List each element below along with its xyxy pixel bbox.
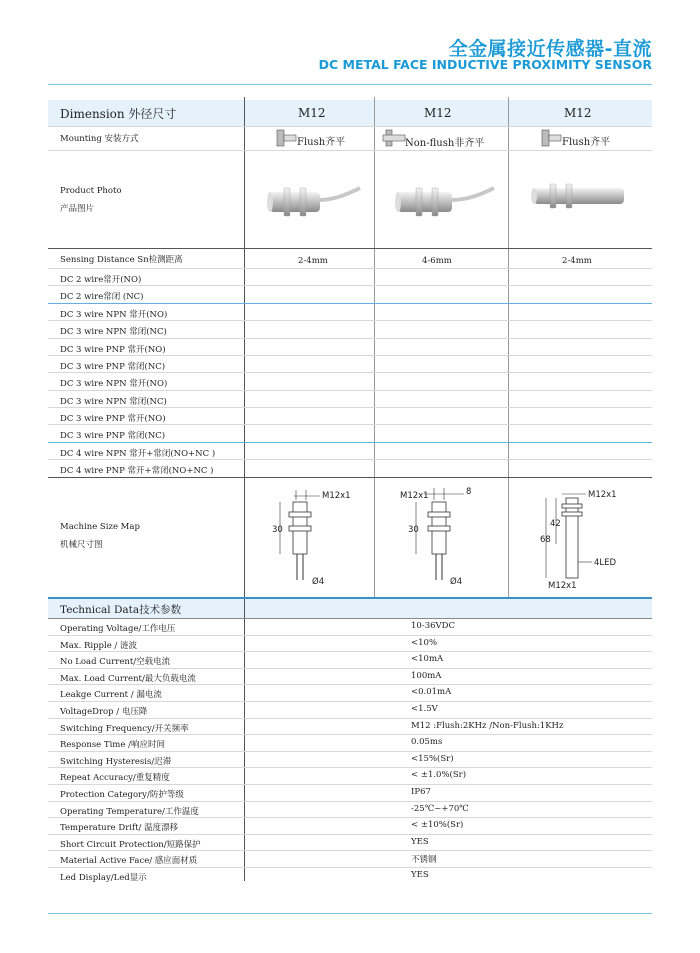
product-photo-1 [262, 170, 362, 222]
column-divider [508, 97, 509, 598]
tech-row-value: YES [411, 836, 429, 847]
tech-row-value: <15%(Sr) [411, 753, 454, 764]
tech-row-value: < ±10%(Sr) [411, 820, 464, 831]
tech-row-value: M12 :Flush:2KHz /Non-Flush:1KHz [411, 720, 564, 731]
tech-row-value: <0.01mA [411, 687, 452, 698]
dimension-drawing-2 [394, 482, 494, 592]
flush-mount-icon [541, 129, 563, 147]
d3-inner-length-label: 42 [550, 519, 561, 529]
wiring-row-label: DC 3 wire NPN 常开(NO) [60, 379, 168, 389]
d3-thread-bottom-label: M12x1 [548, 581, 577, 591]
column-header-2: M12 [424, 106, 452, 120]
wiring-row-label: DC 3 wire NPN 常开(NO) [60, 310, 168, 320]
tech-row-value: 100mA [411, 670, 442, 681]
dimension-drawing-1 [262, 482, 362, 592]
tech-row-value: IP67 [411, 787, 431, 797]
wiring-row-label: DC 4 wire NPN 常开+常闭(NO+NC ) [60, 449, 216, 459]
tech-row-label: Short Circuit Protection/短路保护 [60, 839, 201, 850]
d3-led-label: 4LED [594, 558, 617, 568]
page-subtitle: DC METAL FACE INDUCTIVE PROXIMITY SENSOR [318, 57, 652, 72]
wiring-row-label: DC 2 wire常闭 (NC) [60, 292, 144, 302]
column-header-3: M12 [564, 106, 592, 120]
column-header-1: M12 [298, 106, 326, 120]
d2-thread-label: M12x1 [400, 491, 429, 501]
tech-row-label: Max. Ripple / 涟波 [60, 640, 137, 651]
wiring-row-label: DC 3 wire PNP 常开(NO) [60, 414, 166, 424]
non-flush-mount-icon [382, 129, 406, 147]
product-photo-2 [392, 170, 496, 222]
tech-row-value: < ±1.0%(Sr) [411, 770, 467, 781]
wiring-row-label: DC 3 wire PNP 常闭(NC) [60, 362, 166, 372]
dimension-drawing-3 [534, 482, 644, 594]
wiring-row-label: DC 3 wire PNP 常闭(NC) [60, 431, 166, 441]
flush-mount-icon [276, 129, 298, 147]
tech-row-label: Operating Temperature/工作温度 [60, 806, 199, 817]
tech-row-value: <10mA [411, 654, 444, 665]
d3-thread-top-label: M12x1 [588, 490, 617, 500]
tech-row-label: Material Active Face/ 感应面材质 [60, 856, 198, 867]
tech-row-label: Operating Voltage/工作电压 [60, 624, 176, 634]
tech-row-label: Repeat Accuracy/重复精度 [60, 773, 170, 784]
product-photo-label-en: Product Photo [60, 186, 122, 196]
tech-row-label: Protection Category/防护等级 [60, 790, 184, 800]
tech-row-label: No Load Current/空载电流 [60, 657, 171, 668]
page-title: 全金属接近传感器-直流 [448, 38, 652, 60]
d2-cable-dia-label: Ø4 [450, 577, 463, 587]
sensing-distance-value-3: 2-4mm [562, 256, 592, 266]
mounting-label: Mounting 安装方式 [60, 134, 139, 144]
d2-extension-label: 8 [466, 487, 472, 497]
tech-row-label: Temperature Drift/ 温度漂移 [60, 823, 179, 834]
tech-row-value: <10% [411, 637, 438, 648]
header-rule [48, 84, 652, 85]
wiring-row-label: DC 3 wire NPN 常闭(NC) [60, 327, 167, 337]
machine-size-label-en: Machine Size Map [60, 522, 140, 532]
wiring-row-label: DC 3 wire PNP 常开(NO) [60, 345, 166, 355]
footer-rule [48, 913, 652, 914]
product-photo-label-cn: 产品图片 [60, 204, 95, 214]
tech-title: Technical Data技术参数 [60, 604, 182, 616]
wiring-row-label: DC 3 wire NPN 常闭(NC) [60, 397, 167, 407]
tech-row-label: Led Display/Led显示 [60, 873, 147, 883]
wiring-row-label: DC 4 wire PNP 常开+常闭(NO+NC ) [60, 466, 214, 476]
column-divider [244, 599, 245, 881]
sensing-distance-value-1: 2-4mm [298, 256, 328, 266]
column-divider [374, 97, 375, 598]
mounting-value-2: Non-flush非齐平 [405, 138, 485, 149]
tech-row-label: Switching Frequency/开关频率 [60, 723, 189, 734]
tech-row-label: Switching Hysteresis/迟滞 [60, 756, 172, 767]
tech-row-label: Leakge Current / 漏电流 [60, 690, 162, 701]
tech-row-value: YES [411, 870, 429, 880]
tech-row-value: 不锈钢 [411, 855, 437, 866]
tech-row-label: VoltageDrop / 电压降 [60, 707, 148, 717]
sensing-distance-value-2: 4-6mm [422, 256, 452, 266]
wiring-row-label: DC 2 wire常开(NO) [60, 275, 142, 285]
tech-row-value: -25℃~+70℃ [411, 803, 469, 814]
d1-cable-dia-label: Ø4 [312, 577, 325, 587]
tech-row-value: 10-36VDC [411, 621, 455, 631]
d2-length-label: 30 [408, 525, 419, 535]
d1-length-label: 30 [272, 525, 283, 535]
tech-row-value: <1.5V [411, 704, 438, 714]
sensing-distance-label: Sensing Distance Sn检测距离 [60, 255, 183, 265]
machine-size-label-cn: 机械尺寸图 [60, 540, 103, 550]
column-divider [244, 97, 245, 598]
d3-total-length-label: 68 [540, 535, 551, 545]
tech-row-label: Response Time /响应时间 [60, 740, 165, 751]
tech-row-label: Max. Load Current/最大负载电流 [60, 673, 196, 684]
product-photo-3 [530, 176, 630, 216]
tech-row-value: 0.05ms [411, 737, 443, 748]
mounting-value-3: Flush齐平 [562, 137, 611, 148]
d1-thread-label: M12x1 [322, 491, 351, 501]
mounting-value-1: Flush齐平 [297, 137, 346, 148]
dimension-label: Dimension 外径尺寸 [60, 107, 177, 121]
